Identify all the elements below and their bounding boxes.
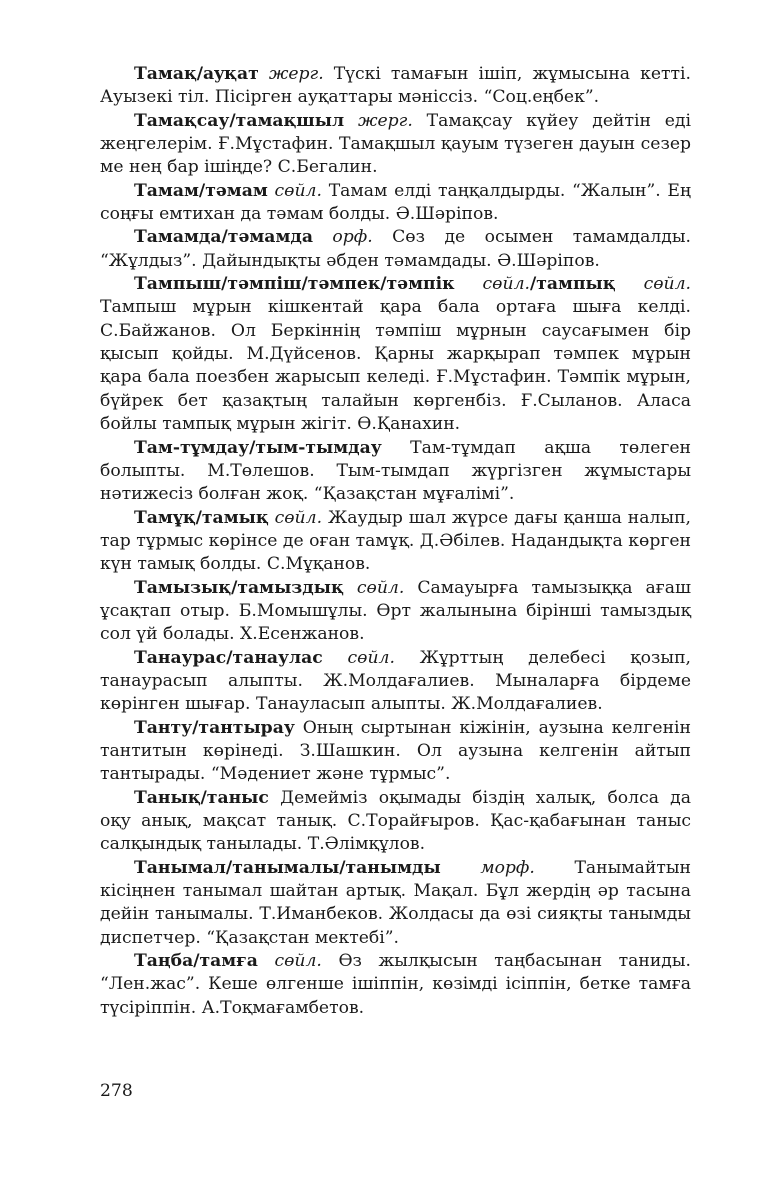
entry — [100, 63, 691, 110]
entry-usage-mark: морф. — [480, 857, 535, 878]
entry — [100, 180, 691, 227]
entry-usage-mark: сөйл. — [274, 507, 323, 528]
entry-usage-mark: орф. — [332, 227, 373, 248]
entry-text: Өз жылқысын таңбасынан таниды. “Лен.жас”. Кеше өлгенше iшiппiн, көзiмдi iсiппiн, бетке тамға түсiрiппiн. А.Тоқмағамбетов. — [100, 951, 691, 1018]
entry — [100, 787, 691, 857]
entry-text: Демеймiз оқымады бiздiң халық, болса да оқу анық, мақсат танық. С.Торайғыров. Қас-қабағынан таныс салқындық танылады. Т.Әлiмқұлов. — [100, 787, 691, 855]
entry-headword: Танымал/танымалы/танымды — [134, 857, 441, 878]
entry-text: Самауырға тамызыққа ағаш ұсақтап отыр. Б.Момышұлы. Өрт жалынына бiрiншi тамыздық сол үй болады. Х.Есенжанов. — [100, 577, 692, 645]
entry — [100, 507, 691, 577]
entry-headword: Тамұқ/тамық — [134, 507, 269, 528]
entry-headword: Тампыш/тәмпiш/тәмпек/тәмпiк — [134, 274, 455, 295]
entry — [100, 717, 691, 787]
entry-headword: Тамақсау/тамақшыл — [134, 110, 345, 131]
entry-headword: Тамам/тәмам — [134, 180, 268, 201]
entry-usage-mark: сөйл. — [356, 577, 405, 598]
entry-usage-mark: сөйл. — [274, 180, 322, 201]
entry-text: Сөз де осымен тамамдалды. “Жұлдыз”. Дайындықты әбден тәмамдады. Ә.Шәрiпов. — [100, 227, 691, 271]
entry — [100, 110, 691, 180]
entry — [100, 857, 691, 950]
entry — [100, 647, 691, 717]
entry-usage-mark: сөйл. — [347, 647, 395, 668]
entry-text: Жаудыр шал жүрсе дағы қанша налып, тар тұрмыс көрiнсе де оған тамұқ. Д.Әбiлев. Надандықта көрген күн тамық болды. С.Мұқанов. — [100, 507, 691, 575]
entry-headword: Тамамда/тәмамда — [134, 227, 313, 248]
entry-usage-mark: жерг. — [268, 64, 324, 84]
entry-text: Оның сыртынан кiжiнiн, аузына келгенiн тантитын көрiнедi. З.Шашкин. Ол аузына келгенiн айтып тантырады. “Мәдениет және тұрмыс”. — [100, 717, 691, 785]
entry-headword: Там-тұмдау/тым-тымдау — [134, 437, 382, 458]
entry-usage-mark: сөйл. — [482, 274, 530, 295]
entry-headword: Танту/тантырау — [134, 717, 295, 738]
entry-headword: Тамақ/аyқат — [134, 64, 259, 84]
entry-headword: Танық/таныс — [134, 787, 269, 808]
entry — [100, 950, 691, 1020]
entry-usage-mark: сөйл. — [274, 951, 322, 972]
entry-text: Тамақсау күйеу дейтiн едi жеңгелерiм. Ғ.Мұстафин. Тамақшыл қауым түзеген дауын сезер ме нең бар iшiңде? С.Бегалин. — [100, 110, 691, 178]
entry-text: Тампыш мұрын кiшкентай қара бала ортаға шыға келдi. С.Байжанов. Ол Беркiннiң тәмпiш мұрнын саусағымен бiр қысып қойды. М.Дүйсенов. Қарны жарқырап тәмпек мұрын қара бала поезбен жарысып келедi. Ғ.Мұстафин. Тәмпiк мұрын, бүйрек бет қазақтың талайын көргенбiз. Ғ.Сыланов. Аласа бойлы тампық мұрын жiгiт. Ө.Қанахин. — [100, 297, 691, 435]
entry — [100, 273, 691, 436]
entry — [100, 437, 691, 507]
entry-text: Жұрттың делебесi қозып, танаурасып алыпты. Ж.Молдағалиев. Мыналарға бiрдеме көрiнген шығар. Танауласып алыпты. Ж.Молдағалиев. — [100, 647, 691, 715]
entry-usage-mark: жерг. — [357, 110, 413, 131]
entry-text: Тамам елдi таңқалдырды. “Жалын”. Ең соңғы емтихан да тәмам болды. Ә.Шәрiпов. — [100, 180, 691, 225]
entry-usage-mark-variant: сөйл. — [643, 274, 692, 295]
entry-text: Танымайтын кiсiңнен танымал шайтан артық. Мақал. Бұл жердiң әр тасына дейiн танымалы. Т.Иманбеков. Жолдасы да өзi сияқты танымды диспетчер. “Қазақстан мектебi”. — [100, 857, 692, 948]
entry — [100, 226, 691, 273]
entry-headword-variant: /тампық — [529, 274, 616, 295]
entry-headword: Таңба/тамға — [134, 951, 258, 972]
entry-text: Там-тұмдап ақша төлеген болыпты. М.Төлешов. Тым-тымдап жүргiзген жұмыстары нәтижесiз болған жоқ. “Қазақстан мұғалiмi”. — [100, 437, 691, 505]
entries-column — [100, 63, 691, 1020]
entry — [100, 577, 691, 647]
entry-headword: Тамызық/тамыздық — [134, 577, 344, 598]
entry-headword: Танаурас/танаулас — [134, 647, 323, 668]
entry-text: Түскі тамағын iшiп, жұмысына кетті. Ауызекi тiл. Пiсiрген ауқаттары мәнiссiз. “Соц.еңбек”. — [100, 64, 691, 108]
page-number: 278 — [100, 1081, 133, 1101]
